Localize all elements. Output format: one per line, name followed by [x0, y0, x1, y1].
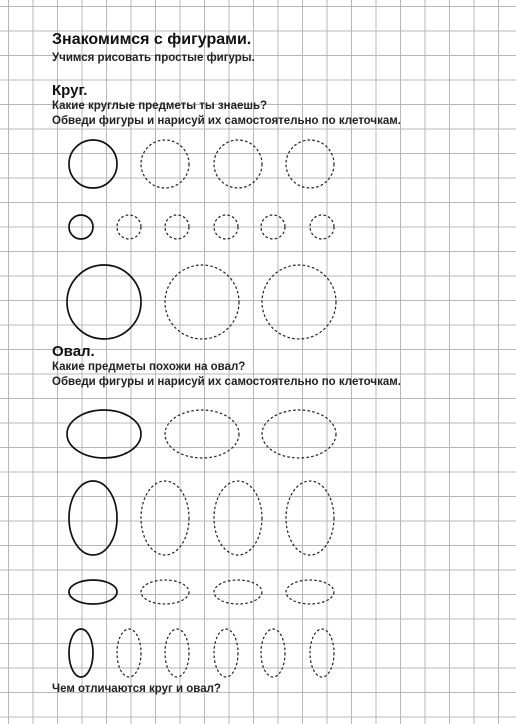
closing-question: Чем отличаются круг и овал? [52, 683, 221, 695]
circle-instruction: Обведи фигуры и нарисуй их самостоятельно по клеточкам. [52, 115, 401, 127]
oval-trace-horizontal-large [165, 410, 239, 458]
oval-trace-vertical-small [261, 629, 285, 677]
oval-trace-vertical-large [141, 481, 189, 555]
oval-solid-horizontal-small [69, 580, 117, 604]
circle-trace-small [261, 215, 285, 239]
circle-solid-medium [69, 140, 117, 188]
worksheet-subtitle: Учимся рисовать простые фигуры. [52, 52, 255, 64]
oval-trace-vertical-small [117, 629, 141, 677]
oval-trace-vertical-large [214, 481, 262, 555]
circle-trace-small [165, 215, 189, 239]
circle-trace-small [117, 215, 141, 239]
oval-trace-horizontal-small [141, 580, 189, 604]
circle-trace-medium [286, 140, 334, 188]
oval-trace-vertical-small [214, 629, 238, 677]
circle-solid-small [69, 215, 93, 239]
oval-trace-horizontal-small [214, 580, 262, 604]
oval-solid-vertical-large [69, 481, 117, 555]
circle-trace-large [262, 265, 336, 339]
oval-solid-horizontal-large [67, 410, 141, 458]
circle-trace-large [165, 265, 239, 339]
oval-question: Какие предметы похожи на овал? [52, 361, 246, 373]
oval-trace-vertical-small [165, 629, 189, 677]
circle-trace-medium [141, 140, 189, 188]
circle-trace-small [310, 215, 334, 239]
oval-heading: Овал. [52, 343, 95, 360]
circle-trace-small [214, 215, 238, 239]
oval-instruction: Обведи фигуры и нарисуй их самостоятельно по клеточкам. [52, 376, 401, 388]
circle-trace-medium [214, 140, 262, 188]
oval-trace-horizontal-small [286, 580, 334, 604]
oval-trace-vertical-large [286, 481, 334, 555]
circle-heading: Круг. [52, 82, 88, 99]
oval-trace-vertical-small [310, 629, 334, 677]
oval-trace-horizontal-large [262, 410, 336, 458]
worksheet-title: Знакомимся с фигурами. [52, 31, 252, 48]
oval-solid-vertical-small [69, 629, 93, 677]
circle-solid-large [67, 265, 141, 339]
circle-question: Какие круглые предметы ты знаешь? [52, 100, 268, 112]
